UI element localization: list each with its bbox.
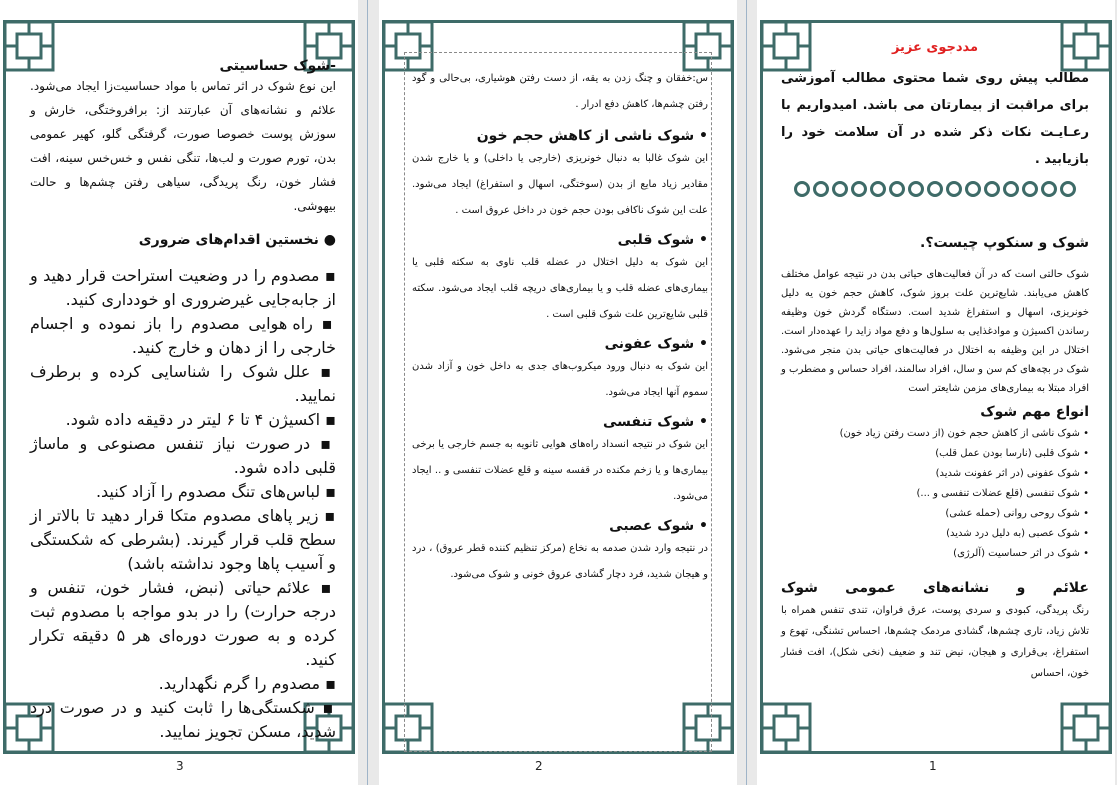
page-number: 3 <box>176 759 184 773</box>
ornament-divider <box>781 181 1089 197</box>
page-divider <box>367 0 368 785</box>
page-1 <box>757 0 1115 785</box>
corner-bottom-right-ornament <box>1060 702 1112 754</box>
intro-text: مطالب پیش روی شما محتوی مطالب آموزشی برای مراقبت از بیمارتان می باشد. امیدواریم با رعـایـت نکات ذکر شده در آن سلامت خود را بازیابید . <box>781 71 1089 167</box>
what-is-shock-title: شوک و سنکوپ چیست؟. <box>920 235 1089 251</box>
first-aid-title: ● نخستین اقدام‌های ضروری <box>138 232 336 248</box>
page-1-content <box>781 40 1089 684</box>
shock-type-item: • شوک در اثر حساسیت (آلرژی) <box>953 548 1089 559</box>
first-aid-step: ▪ زیر پاهای مصدوم متکا قرار دهید تا بالاتر از سطح قلب قرار گیرند. (بشرطی که شکستگی و آسیب پاها وجود نداشته باشد) <box>30 506 336 573</box>
page-number: 1 <box>929 759 937 773</box>
section-text: این شوک در نتیجه انسداد راه‌های هوایی ثانویه به جسم خارجی یا برخی بیماری‌ها و یا زخم مکنده در قفسه سینه و قلع عضلات تنفسی و .. ایجاد می‌شود. <box>412 439 708 502</box>
shock-type-item: • شوک روحی روانی (حمله عشی) <box>945 508 1089 519</box>
shock-type-item: • شوک قلبی (نارسا بودن عمل قلب) <box>935 448 1089 459</box>
section-title: • شوک قلبی <box>617 232 708 248</box>
signs-text: رنگ پریدگی، کبودی و سردی پوست، عرق فراوان، تندی تنفس همراه با تلاش زیاد، تاری چشم‌ها، گشادی مردمک چشم‌ها، احساس تشنگی، تهوع و استفراغ، بی‌قراری و هیجان، نیض تند و ضعیف (نخی شکل)، افت فشار خون، احساس <box>781 605 1089 679</box>
shock-type-item: • شوک عصبی (به دلیل درد شدید) <box>946 528 1089 539</box>
section-text: در نتیجه وارد شدن صدمه به نخاع (مرکز تنظیم کننده قطر عروق) ، درد و هیجان شدید، فرد دچار گشادی عروق خونی و شوک می‌شود. <box>412 543 708 580</box>
first-aid-list <box>30 264 336 744</box>
page-divider <box>746 0 747 785</box>
section-text: این شوک به دنبال ورود میکروب‌های جدی به داخل خون و آزاد شدن سموم آنها ایجاد می‌شود. <box>412 361 708 398</box>
first-aid-step: ▪ مصدوم را گرم نگهدارید. <box>158 674 336 693</box>
page-3-content <box>30 58 336 744</box>
section-title: • شوک ناشی از کاهش حجم خون <box>476 128 708 144</box>
first-aid-step: ▪ مصدوم را در وضعیت استراحت قرار دهید و از جابه‌جایی غیرضروری او خودداری کنید. <box>30 266 337 309</box>
shock-types-list <box>781 424 1089 564</box>
shock-type-item: • شوک تنفسی (قلع عضلات تنفسی و ...) <box>916 488 1089 499</box>
first-aid-step: ▪ لباس‌های تنگ مصدوم را آزاد کنید. <box>95 482 336 501</box>
first-aid-step: ▪ در صورت نیاز تنفس مصنوعی و ماساژ قلبی داده شود. <box>30 434 336 477</box>
allergy-shock-title: -شوک حساسیتی <box>219 58 336 74</box>
first-aid-step: ▪ اکسیژن ۴ تا ۶ لیتر در دقیقه داده شود. <box>65 410 336 429</box>
what-is-shock-text: شوک حالتی است که در آن فعالیت‌های حیاتی بدن در نتیجه عوامل مختلف کاهش می‌یابند. شایع‌ترین علت بروز شوک، کاهش حجم خون یه دلیل خونریزی، اسهال و استفراغ شدید است. دستگاه گردش خون وظیفه رساندن اکسیژن و موادغذایی به سلول‌ها و دفع مواد زاید را عهده‌دار است. اختلال در این وظیفه به اختلال در فعالیت‌های حیاتی بدن منجر می‌شود. شوک در بچه‌های کم سن و سال، افراد سالمند، افراد حساس و مضطرب و افراد مبتلا به بیماری‌های مزمن شایعتر است <box>781 269 1089 394</box>
header-greeting: مددجوی عزیز <box>891 40 979 55</box>
section-text: این شوک غالبا به دنبال خونریزی (خارجی یا داخلی) و یا خارج شدن مقادیر زیاد مایع از بدن (سوختگی، اسهال و استفراغ) ایجاد می‌شود. علت این شوک ناکافی بودن حجم خون در داخل عروق است . <box>412 153 708 216</box>
section-title: • شوک عفونی <box>604 336 708 352</box>
page-3 <box>0 0 358 785</box>
first-aid-step: ▪ علائم حیاتی (نبض، فشار خون، تنفس و درجه حرارت) را در بدو مواجه با مصدوم ثبت کرده و به صورت دوره‌ای هر ۵ دقیقه تکرار کنید. <box>30 578 337 669</box>
allergy-shock-text: این نوع شوک در اثر تماس با مواد حساسیت‌زا ایجاد می‌شود. علائم و نشانه‌های آن عبارتند از: برافروختگی، خارش و سوزش پوست خصوصا صورت، گرفتگی گلو، کهیر عمومی بدن، تورم صورت و لب‌ها، تنگی نفس و خس‌خس سینه، افت فشار خون، رنگ پریدگی، سیاهی رفتن چشم‌ها و حالت بیهوشی. <box>30 79 336 213</box>
section-text: این شوک به دلیل اختلال در عضله قلب ناوی به سکته قلبی یا بیماری‌های عضله قلب و یا بیماری‌های دریچه قلب ایجاد می‌شود. سکته قلبی شایع‌ترین علت شوک قلبی است . <box>412 257 708 320</box>
first-aid-step: ▪ راه هوایی مصدوم را باز نموده و اجسام خارجی را از دهان و خارج کنید. <box>30 314 337 357</box>
symptoms-continued: س:خفقان و چنگ زدن به یقه، از دست رفتن هوشیاری، بی‌حالی و گود رفتن چشم‌ها، کاهش دفع ادرار . <box>412 73 708 110</box>
page-2-content <box>412 66 708 596</box>
first-aid-step: ▪ علل شوک را شناسایی کرده و برطرف نمایید. <box>30 362 336 405</box>
section-title: • شوک عصبی <box>609 518 708 534</box>
shock-type-item: • شوک ناشی از کاهش حجم خون (از دست رفتن زیاد خون) <box>839 428 1089 439</box>
page-number: 2 <box>535 759 543 773</box>
first-aid-step: ▪ شکستگی‌ها را ثابت کنید و در صورت درد شدید، مسکن تجویز نمایید. <box>30 698 336 741</box>
shock-type-item: • شوک عفونی (در اثر عفونت شدید) <box>935 468 1089 479</box>
shock-types-title: انواع مهم شوک <box>980 404 1089 420</box>
signs-title: علائم و نشانه‌های عمومی شوک <box>781 580 1089 596</box>
corner-bottom-left-ornament <box>760 702 812 754</box>
section-title: • شوک تنفسی <box>602 414 708 430</box>
